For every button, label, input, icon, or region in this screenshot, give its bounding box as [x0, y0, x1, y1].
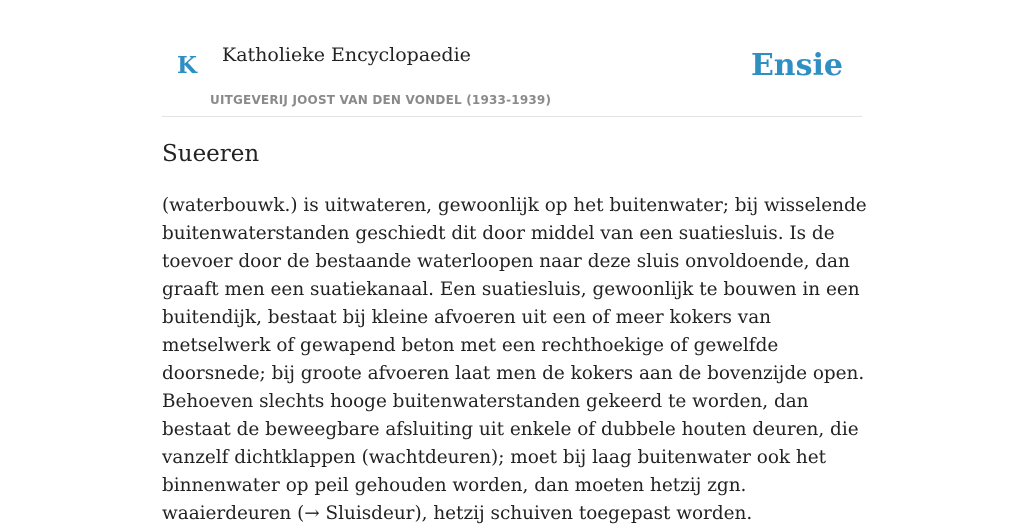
- publication-logo[interactable]: K: [177, 52, 197, 79]
- publication-title[interactable]: Katholieke Encyclopaedie: [222, 44, 471, 66]
- entry-title: Sueeren: [162, 141, 260, 167]
- brand-logo[interactable]: Ensie: [750, 48, 843, 83]
- site-header: [162, 0, 862, 117]
- publisher-subtitle: UITGEVERIJ JOOST VAN DEN VONDEL (1933-1939): [210, 93, 552, 107]
- entry-body: (waterbouwk.) is uitwateren, gewoonlijk op het buitenwater; bij wisselende buitenwaterstanden geschiedt dit door middel van een suatiesluis. Is de toevoer door de bestaande waterloopen naar deze sluis onvoldoende, dan graaft men een suatiekanaal. Een suatiesluis, gewoonlijk te bouwen in een buitendijk, bestaat bij kleine afvoeren uit een of meer kokers van metselwerk of gewapend beton met een rechthoekige of gewelfde doorsnede; bij groote afvoeren laat men de kokers aan de bovenzijde open. Behoeven slechts hooge buitenwaterstanden gekeerd te worden, dan bestaat de beweegbare afsluiting uit enkele of dubbele houten deuren, die vanzelf dichtklappen (wachtdeuren); moet bij laag buitenwater ook het binnenwater op peil gehouden worden, dan moeten hetzij zgn. waaierdeuren (→ Sluisdeur), hetzij schuiven toegepast worden.: [162, 195, 867, 524]
